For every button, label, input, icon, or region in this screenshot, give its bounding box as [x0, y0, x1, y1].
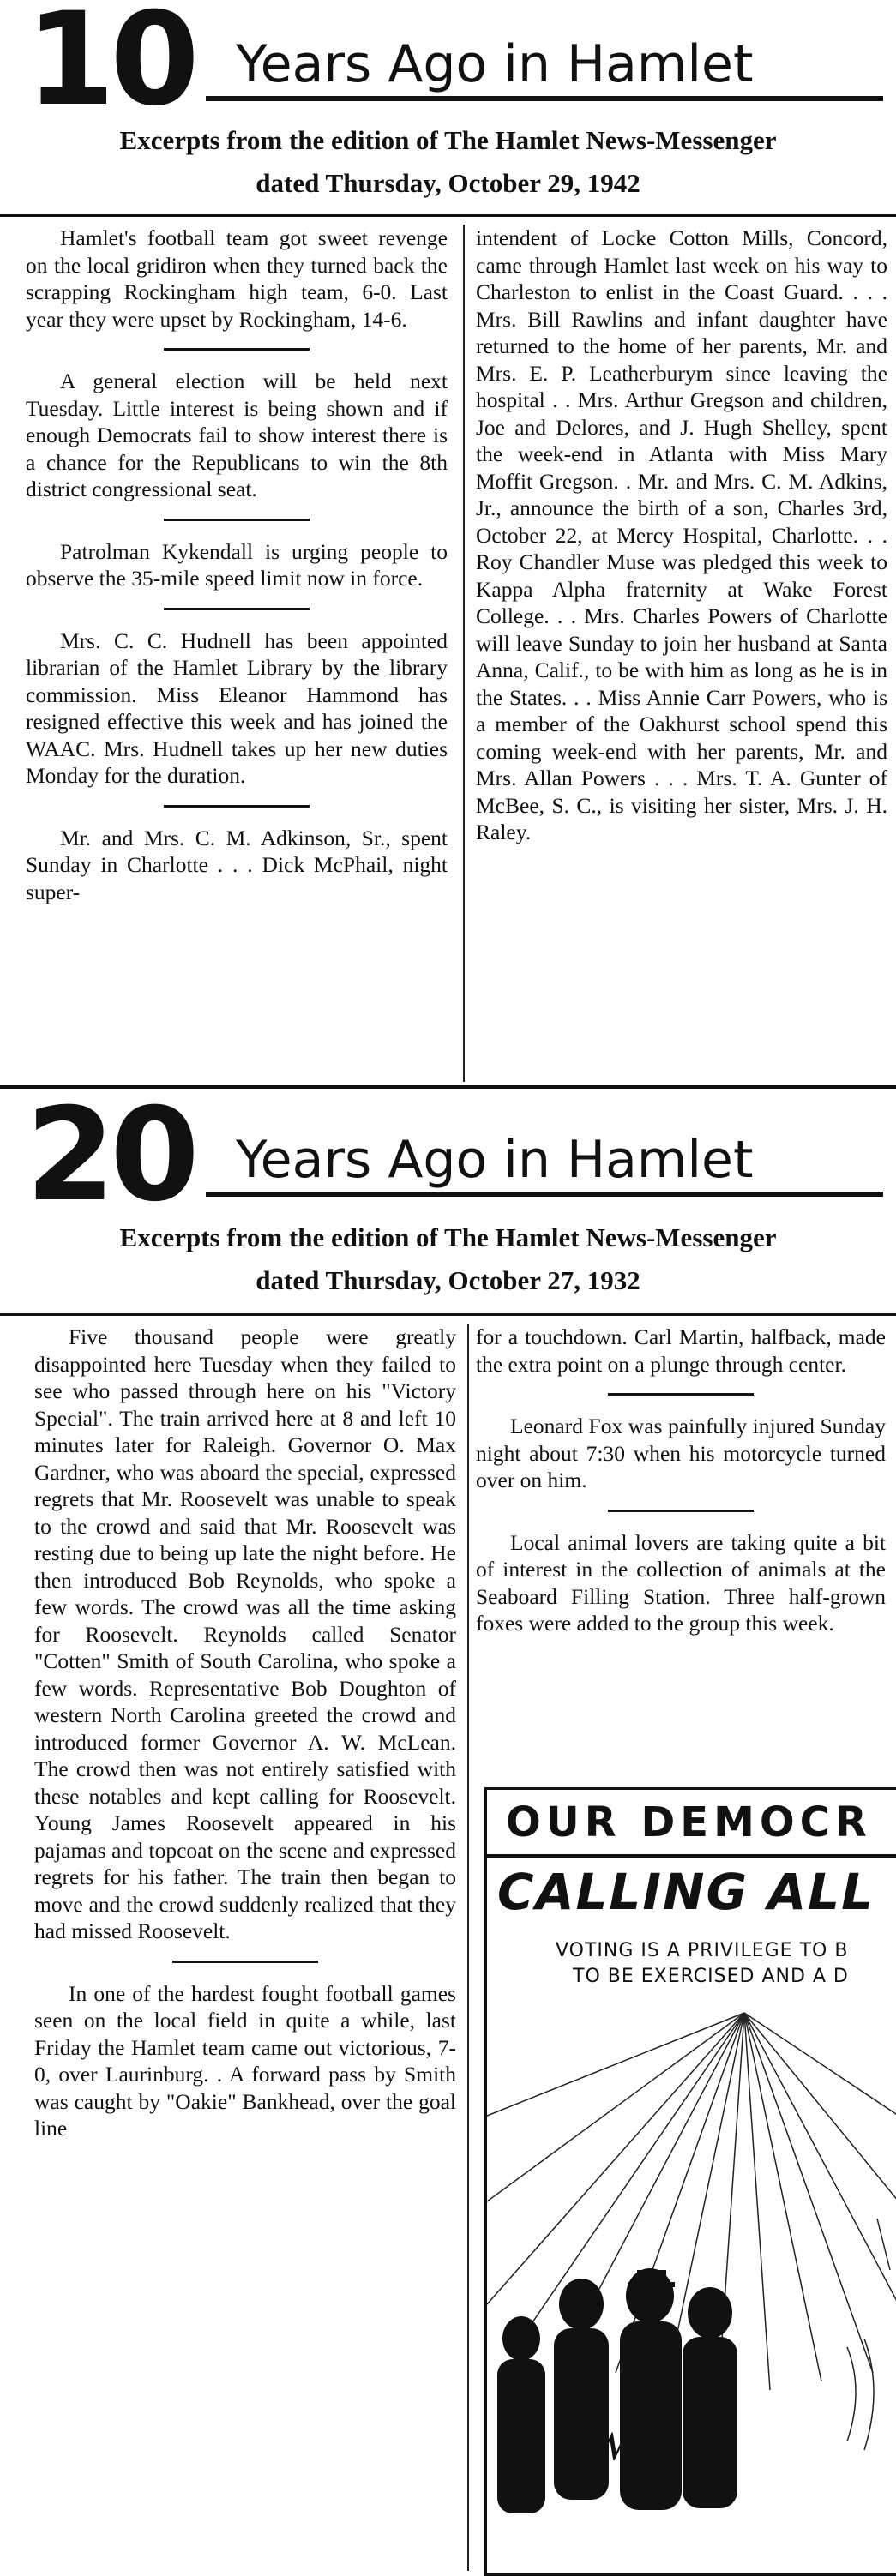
article-roosevelt-train: Five thousand people were greatly disappointed here Tuesday when they failed to see who passed through here on his "Victory Special". The train arrived here at 8 and left 10 minutes later for Raleigh. Governor O. Max Gardner, who was aboard the special, expressed regrets that Mr. Roosevelt was unable to speak to the crowd and said that Mr. Roosevelt was resting due to being up late the night before. He then introduced Bob Reynolds, who spoke a few words. The crowd was all the time asking for Roosevelt. Reynolds called Senator "Cotten" Smith of South Carolina, who spoke a few words. Representative Bob Doughton of western North Carolina greeted the crowd and introduced former Governor A. W. McLean. The crowd then was not entirely satisfied with these notables and kept calling for Roosevelt. Young James Roosevelt appeared in his pajamas and topcoat on the scene and expressed regrets for his father. The train then began to move and the crowd suddenly realized that they had missed Roosevelt.: [34, 1324, 456, 1943]
article-football-game: In one of the hardest fought football games seen on the local field in quite a while, last Friday the Hamlet team came out victorious, 7-0, over Laurinburg. . A forward pass by Smith was caught by "Oakie" Bankhead, over the goal line: [34, 1980, 456, 2141]
article-social-notes-continued: intendent of Locke Cotton Mills, Concord, came through Hamlet last week on his way to Charleston to enlist in the Coast Guard. . . . Mrs. Bill Rawlins and infant daughter have returned to the home of her parents, Mr. and Mrs. E. P. Leatherburym since leaving the hospital . . Mrs. Arthur Gregson and children, Joe and Delores, and J. Hugh Shelley, spent the week-end in Atlanta with Miss Mary Moffit Gregson. . Mr. and Mrs. C. M. Adkins, Jr., announce the birth of a son, Charles 3rd, October 22, at Mercy Hospital, Charlotte. . . Roy Chandler Muse was pledged this week to Kappa Alpha fraternity at Wake Forest College. . . Mrs. Charles Powers of Charlotte will leave Sunday to join her husband at Santa Anna, Calif., to be with him as long as he is in the States. . . Miss Annie Carr Powers, who is a member of the Oakhurst school spend this coming week-end with her parents, Mr. and Mrs. Allan Powers . . . Mrs. T. A. Gunter of McBee, S. C., is visiting her sister, Mrs. J. H. Raley.: [476, 225, 887, 844]
excerpt-date-line: dated Thursday, October 27, 1932: [256, 1265, 640, 1295]
article-librarian: Mrs. C. C. Hudnell has been appointed librarian of the Hamlet Library by the library commission. Miss Eleanor Hammond has resigned effective this week and has joined the WAAC. Mrs. Hudnell takes up her new duties Monday for the duration.: [26, 627, 448, 788]
section-banner: [26, 0, 883, 135]
ad-tagline: VOTING IS A PRIVILEGE TO B: [556, 1940, 849, 1961]
banner-rule: [206, 96, 883, 101]
item-divider: [608, 1393, 754, 1396]
ad-tagline: TO BE EXERCISED AND A D: [573, 1966, 849, 1987]
banner-rule: [206, 1192, 883, 1197]
ad-subhead: CALLING ALL: [497, 1863, 875, 1921]
section-title: Years Ago in Hamlet: [236, 34, 754, 94]
item-divider: [608, 1510, 754, 1512]
column-rule: [467, 1324, 469, 2571]
years-number: 20: [26, 1081, 195, 1230]
ad-illustration: [487, 1790, 896, 2573]
article-column-right: [476, 1324, 886, 1653]
article-column-left: [34, 1324, 456, 2158]
article-animals: Local animal lovers are taking quite a bit of interest in the collection of animals at the Seaboard Filling Station. Three half-grown foxes were added to the group this week.: [476, 1529, 886, 1636]
ad-script-letter: W: [590, 2421, 628, 2470]
ten-years-ago-section: [0, 0, 896, 1089]
section-divider: [0, 1313, 896, 1316]
section-banner: [26, 1081, 883, 1230]
section-title: Years Ago in Hamlet: [236, 1130, 754, 1190]
democratic-ad: [484, 1787, 896, 2576]
article-football: Hamlet's football team got sweet revenge on the local gridiron when they turned back the scrapping Rockingham high team, 6-0. Last year they were upset by Rockingham, 14-6.: [26, 225, 448, 332]
article-election: A general election will be held next Tuesday. Little interest is being shown and if enough Democrats fail to show interest there is a chance for the Republicans to win the 8th district congressional seat.: [26, 369, 448, 501]
item-divider: [164, 519, 310, 521]
crowd-silhouettes: [497, 2268, 737, 2513]
years-number: 10: [26, 0, 195, 135]
article-football-continued: for a touchdown. Carl Martin, halfback, made the extra point on a plunge through center.: [476, 1324, 886, 1377]
item-divider: [164, 805, 310, 808]
item-divider: [164, 608, 310, 610]
excerpt-source-line: Excerpts from the edition of The Hamlet News-Messenger: [119, 125, 777, 155]
excerpt-date-line: dated Thursday, October 29, 1942: [256, 168, 640, 198]
column-rule: [463, 225, 465, 1082]
article-column-left: [26, 225, 448, 921]
ad-headline: OUR DEMOCR: [506, 1798, 872, 1846]
excerpt-source-line: Excerpts from the edition of The Hamlet News-Messenger: [119, 1222, 777, 1252]
article-column-right: [476, 225, 887, 862]
item-divider: [164, 348, 310, 351]
item-divider: [172, 1961, 318, 1963]
motion-lines: [847, 2219, 890, 2450]
article-motorcycle: Leonard Fox was painfully injured Sunday night about 7:30 when his motorcycle turned over on him.: [476, 1414, 886, 1492]
twenty-years-ago-section: [0, 1081, 896, 2571]
section-divider: [0, 214, 896, 217]
sunburst-rays: [487, 2013, 896, 2390]
article-social-notes: Mr. and Mrs. C. M. Adkinson, Sr., spent Sunday in Charlotte . . . Dick McPhail, night super-: [26, 825, 448, 904]
article-speed-limit: Patrolman Kykendall is urging people to observe the 35-mile speed limit now in force.: [26, 538, 448, 591]
